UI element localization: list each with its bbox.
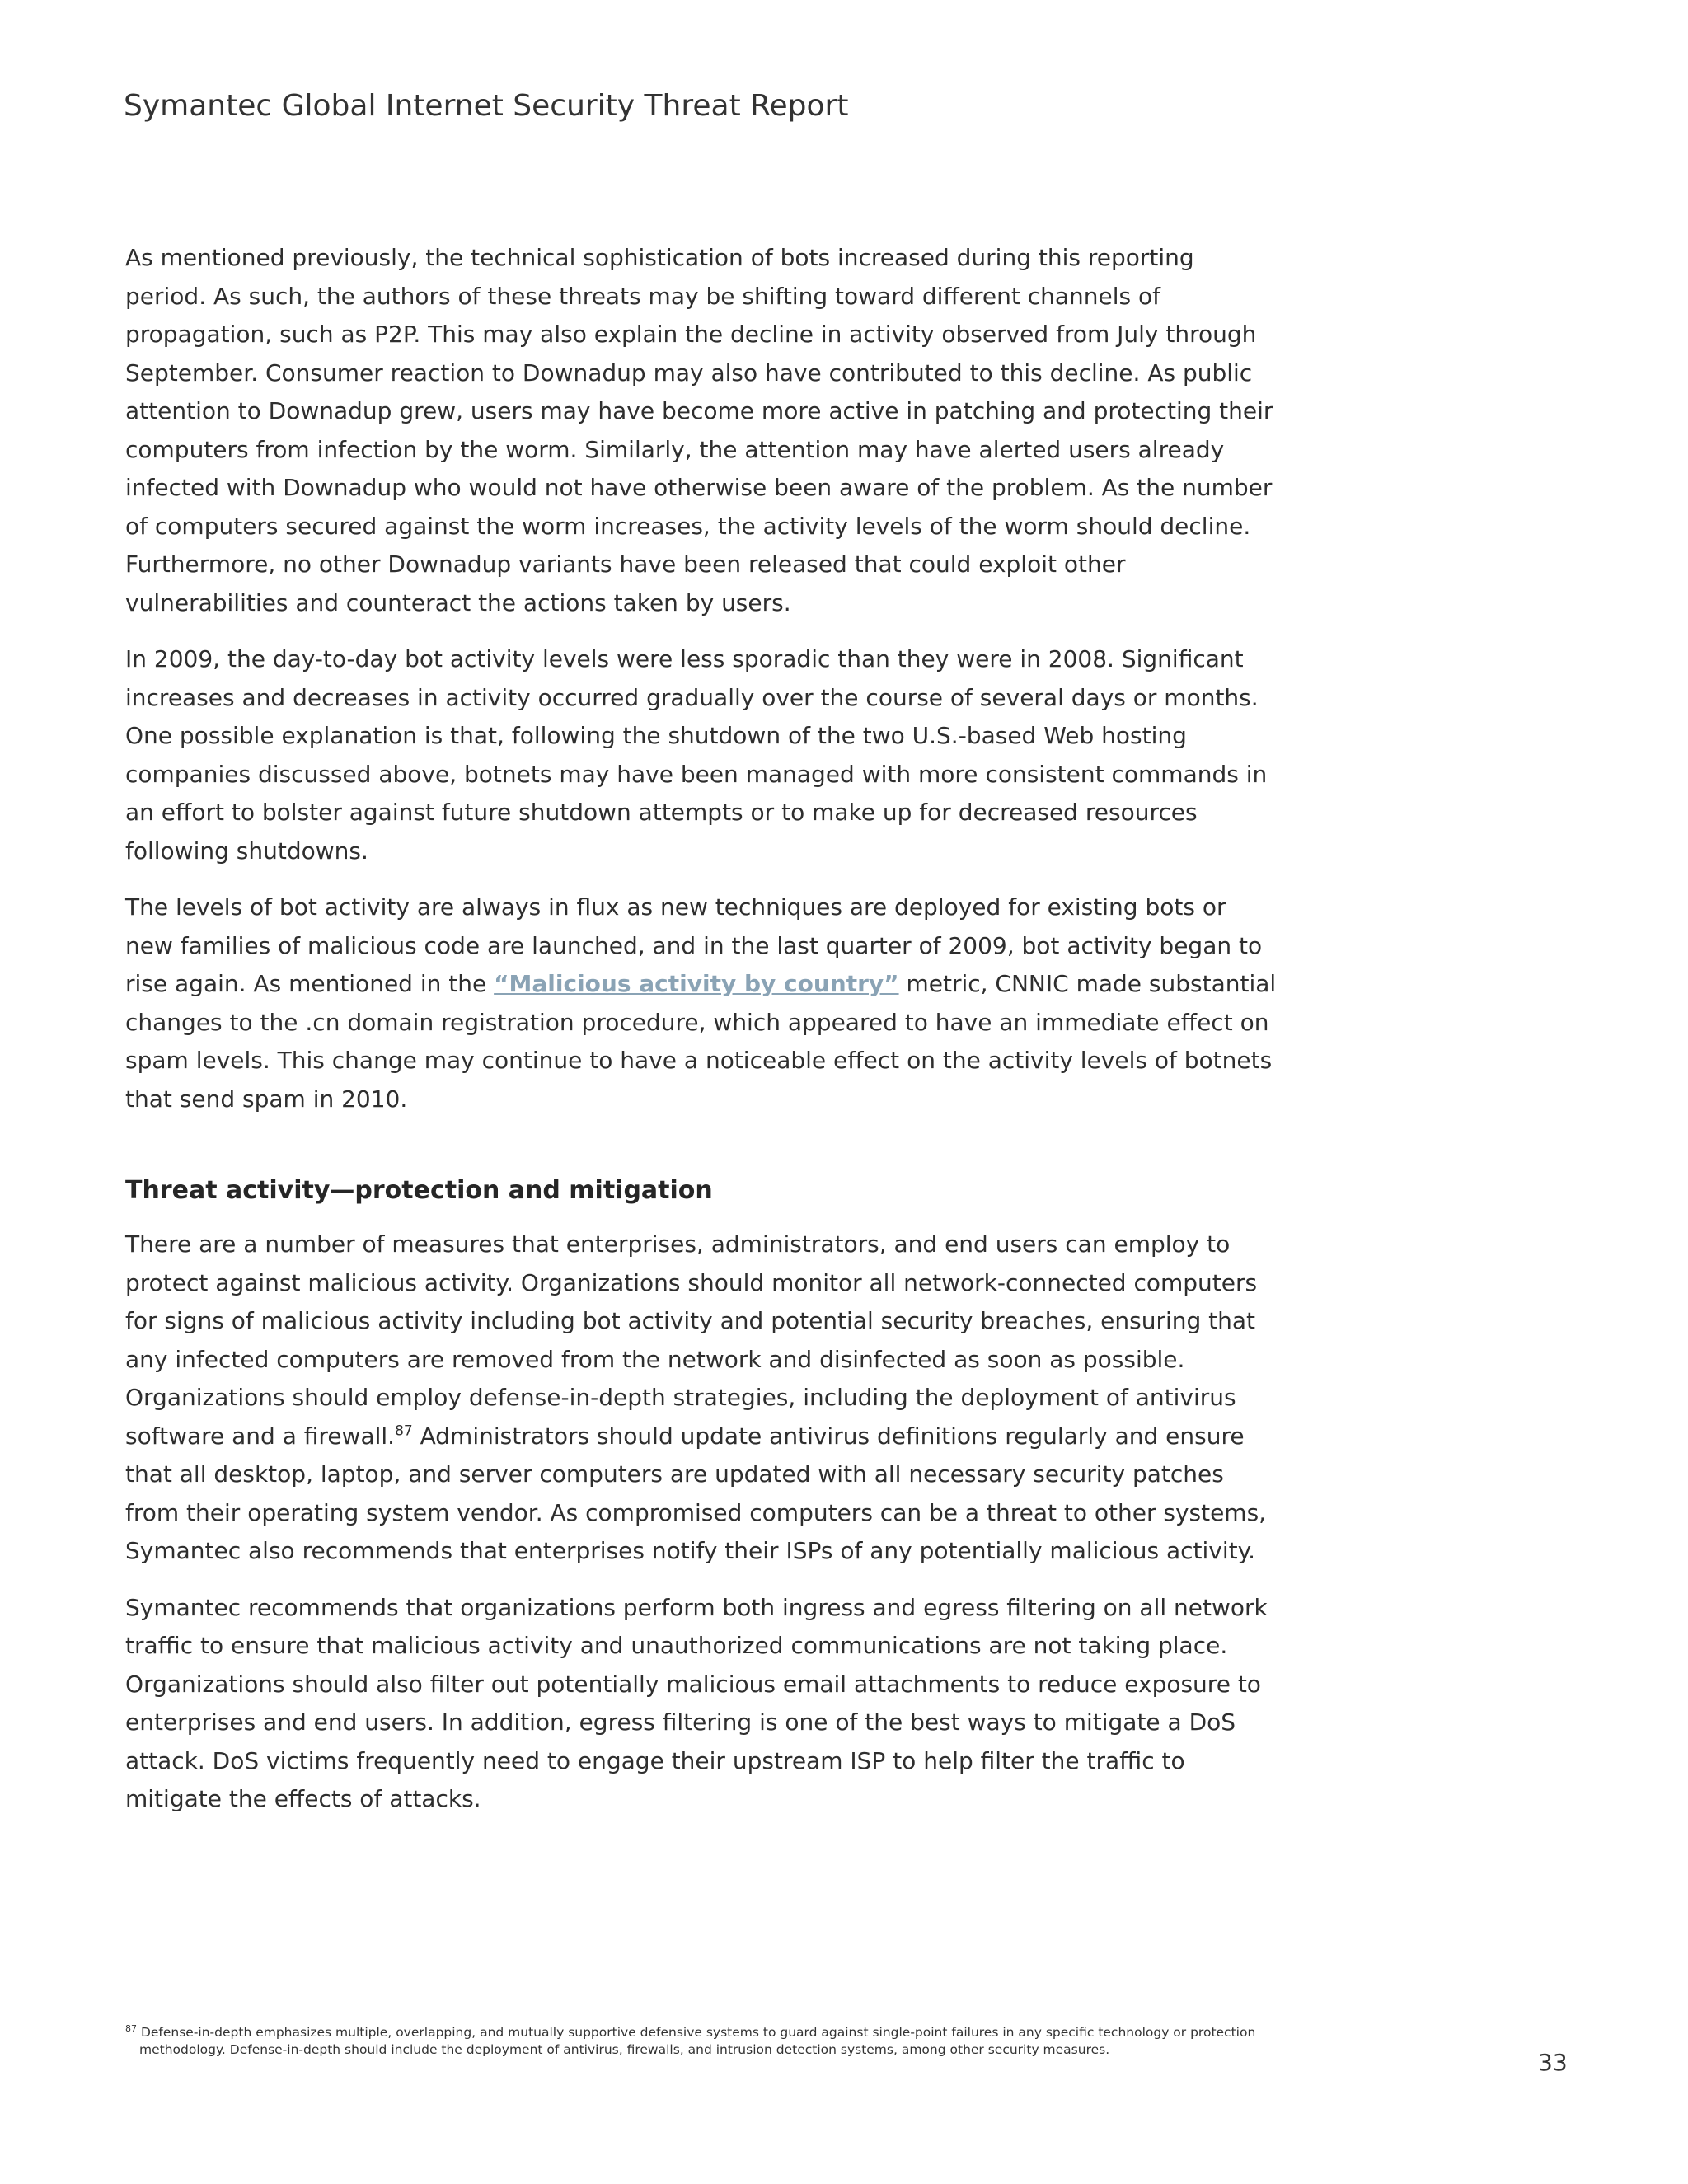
paragraph-bot-activity-2009: In 2009, the day-to-day bot activity levels were less sporadic than they were in 2008. Significant increases and decreases in activity occurred gradually over the course of several days or months. One possible explanation is that, following the shutdown of the two U.S.-based Web hosting companies discussed above, botnets may have been managed with more consistent commands in an effort to bolster against future shutdown attempts or to make up for decreased resources following shutdowns. xyxy=(125,645,1268,865)
paragraph-protective-measures xyxy=(125,1226,1279,1571)
paragraph-text: There are a number of measures that enterprises, administrators, and end users can employ to protect against malicious activity. Organizations should monitor all network-connected computers for signs of malicious activity including bot activity and potential security breaches, ensuring that any infected computers are removed from the network and disinfected as soon as possible. Organizations should employ defense-in-depth strategies, including the deployment of antivirus software and a firewall. xyxy=(125,1230,1258,1450)
report-title: Symantec Global Internet Security Threat Report xyxy=(124,89,849,123)
paragraph-text: metric, CNNIC made substantial changes to the .cn domain registration procedure, which appeared to have an immediate effect on spam levels. This change may continue to have a noticeable effect on the activity levels of botnets that send spam in 2010. xyxy=(125,970,1277,1113)
section-heading-protection-mitigation: Threat activity—protection and mitigation xyxy=(125,1176,713,1205)
footnote-reference[interactable]: 87 xyxy=(395,1422,413,1440)
paragraph-text: The levels of bot activity are always in flux as new techniques are deployed for existing bots or new families of malicious code are launched, and in the last quarter of 2009, bot activity began to rise again. As mentioned in the xyxy=(125,893,1263,997)
paragraph-bot-sophistication: As mentioned previously, the technical sophistication of bots increased during this reporting period. As such, the authors of these threats may be shifting toward different channels of propagation, such as P2P. This may also explain the decline in activity observed from July through September. Consumer reaction to Downadup may also have contributed to this decline. As public attention to Downadup grew, users may have become more active in patching and protecting their computers from infection by the worm. Similarly, the attention may have alerted users already infected with Downadup who would not have otherwise been aware of the problem. As the number of computers secured against the worm increases, the activity levels of the worm should decline. Furthermore, no other Downadup variants have been released that could exploit other vulnerabilities and counteract the actions taken by users. xyxy=(125,244,1273,616)
malicious-activity-by-country-link[interactable]: “Malicious activity by country” xyxy=(494,970,899,997)
paragraph-text: Administrators should update antivirus definitions regularly and ensure that all desktop, laptop, and server computers are updated with all necessary security patches from their operating system vendor. As compromised computers can be a threat to other systems, Symantec also recommends that enterprises notify their ISPs of any potentially malicious activity. xyxy=(125,1422,1267,1564)
footnote-text-block xyxy=(125,2024,1279,2059)
footnote-text: Defense-in-depth emphasizes multiple, overlapping, and mutually supportive defensive systems to guard against single-point failures in any specific technology or protection methodology. Defense-in-depth should include the deployment of antivirus, firewalls, and intrusion detection systems, among other security measures. xyxy=(139,2025,1256,2057)
footnote-number: 87 xyxy=(125,2022,137,2034)
body-content xyxy=(125,239,1279,1837)
page-number: 33 xyxy=(1538,2049,1568,2076)
paragraph-filtering-recommendation: Symantec recommends that organizations perform both ingress and egress filtering on all network traffic to ensure that malicious activity and unauthorized communications are not taking place. Organizations should also filter out potentially malicious email attachments to reduce exposure to enterprises and end users. In addition, egress filtering is one of the best ways to mitigate a DoS attack. DoS victims frequently need to engage their upstream ISP to help filter the traffic to mitigate the effects of attacks. xyxy=(125,1593,1268,1812)
paragraph-bot-activity-flux xyxy=(125,888,1279,1118)
footnote xyxy=(125,2024,1279,2059)
